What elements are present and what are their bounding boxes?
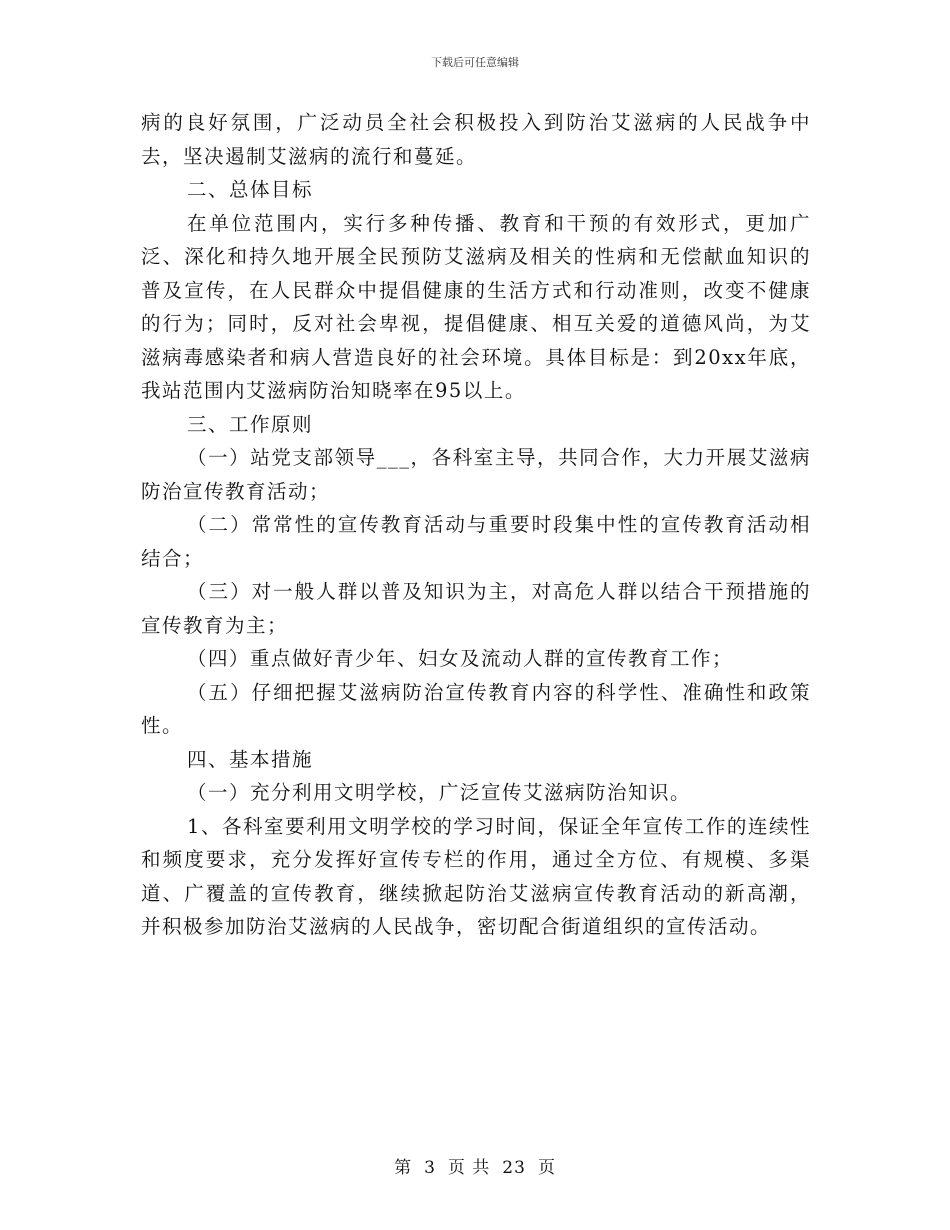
section-heading-measures: 四、基本措施 xyxy=(187,747,314,771)
principle-item-4: （四）重点做好青少年、妇女及流动人群的宣传教育工作； xyxy=(187,647,734,670)
footer-suffix: 页 xyxy=(537,1158,556,1178)
document-body xyxy=(141,106,811,944)
footer-total-pages: 23 xyxy=(502,1158,526,1178)
measure-item-1: 1、各科室要利用文明学校的学习时间，保证全年宣传工作的连续性和频度要求，充分发挥好宣传专栏的作用，通过全方位、有规模、多渠道、广覆盖的宣传教育，继续掀起防治艾滋病宣传教育活动的新高潮，并积极参加防治艾滋病的人民战争，密切配合街道组织的宣传活动。 xyxy=(141,814,811,938)
footer-mid: 页 共 xyxy=(447,1158,491,1178)
principle-item-2: （二）常常性的宣传教育活动与重要时段集中性的宣传教育活动相结合； xyxy=(141,513,811,570)
footer-current-page: 3 xyxy=(424,1158,436,1178)
section-heading-principles: 三、工作原则 xyxy=(187,412,314,436)
paragraph-continuation: 病的良好氛围，广泛动员全社会积极投入到防治艾滋病的人民战争中去，坚决遏制艾滋病的流行和蔓延。 xyxy=(141,111,811,168)
page-number-footer xyxy=(0,1153,950,1178)
footer-prefix: 第 xyxy=(394,1158,413,1178)
section-heading-goals: 二、总体目标 xyxy=(187,178,314,201)
principle-item-5: （五）仔细把握艾滋病防治宣传教育内容的科学性、准确性和政策性。 xyxy=(141,680,811,737)
principle-item-3: （三）对一般人群以普及知识为主，对高危人群以结合干预措施的宣传教育为主； xyxy=(141,580,811,637)
principle-item-1: （一）站党支部领导___，各科室主导，共同合作，大力开展艾滋病防治宣传教育活动； xyxy=(141,446,811,503)
measure-subheading-1: （一）充分利用文明学校，广泛宣传艾滋病防治知识。 xyxy=(187,781,692,804)
page-header: 下载后可任意编辑 xyxy=(431,56,519,69)
paragraph-goals: 在单位范围内，实行多种传播、教育和干预的有效形式，更加广泛、深化和持久地开展全民预防艾滋病及相关的性病和无偿献血知识的普及宣传，在人民群众中提倡健康的生活方式和行动准则，改变不健康的行为；同时，反对社会卑视，提倡健康、相互关爱的道德风尚，为艾滋病毒感染者和病人营造良好的社会环境。具体目标是：到20xx年底，我站范围内艾滋病防治知晓率在95以上。 xyxy=(141,211,811,402)
